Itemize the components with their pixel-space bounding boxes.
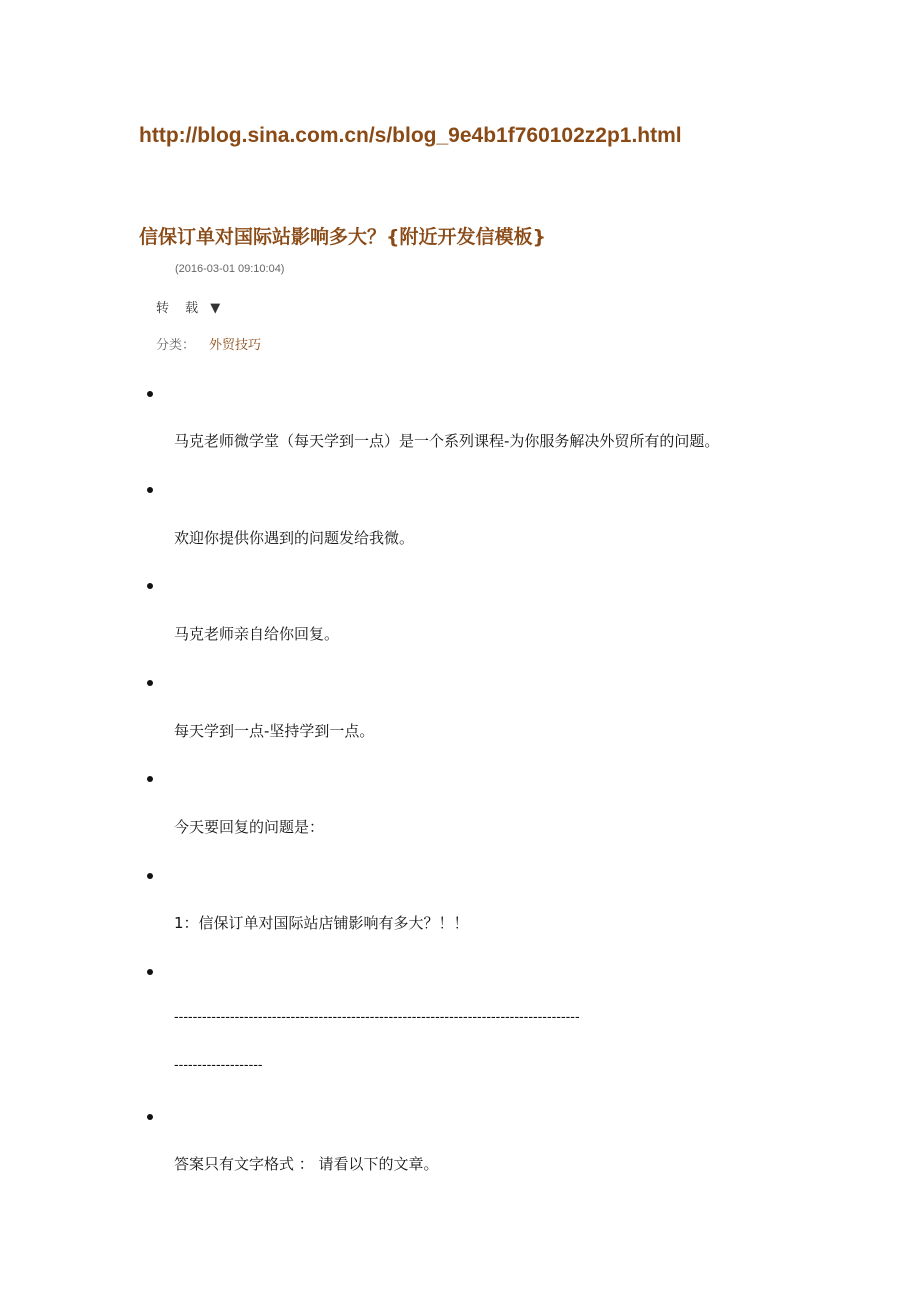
list-item: 每天学到一点-坚持学到一点。 [174,722,375,740]
list-item: 1：信保订单对国际站店铺影响有多大？！！ [174,914,469,932]
list-item: 今天要回复的问题是： [174,818,325,836]
dropdown-arrow-icon: ▼ [210,301,221,316]
list-item: 答案只有文字格式 ： 请看以下的文章。 [174,1155,439,1173]
category-link[interactable]: 外贸技巧 [209,338,262,353]
post-category [156,334,261,353]
post-title: 信保订单对国际站影响多大？{附近开发信模板} [139,226,547,248]
bullet-icon [147,487,153,493]
bullet-icon [147,873,153,879]
repost-dropdown[interactable] [156,297,220,316]
bullet-icon [147,969,153,975]
bullet-icon [147,1114,153,1120]
bullet-icon [147,583,153,589]
bullet-icon [147,776,153,782]
list-item: 马克老师亲自给你回复。 [174,625,340,643]
repost-label: 转 载 [156,301,205,316]
bullet-icon [147,680,153,686]
separator-line: ------------------- [174,1056,263,1072]
bullet-icon [147,391,153,397]
list-item: 欢迎你提供你遇到的问题发给我微。 [174,529,415,547]
list-item: 马克老师微学堂（每天学到一点）是一个系列课程-为你服务解决外贸所有的问题。 [174,432,720,450]
separator-line: --------------------------------------------------------------------------------------- [174,1008,580,1024]
source-url[interactable]: http://blog.sina.com.cn/s/blog_9e4b1f760102z2p1.html [139,124,682,147]
post-date: (2016-03-01 09:10:04) [175,263,285,275]
category-label: 分类： [156,338,196,353]
